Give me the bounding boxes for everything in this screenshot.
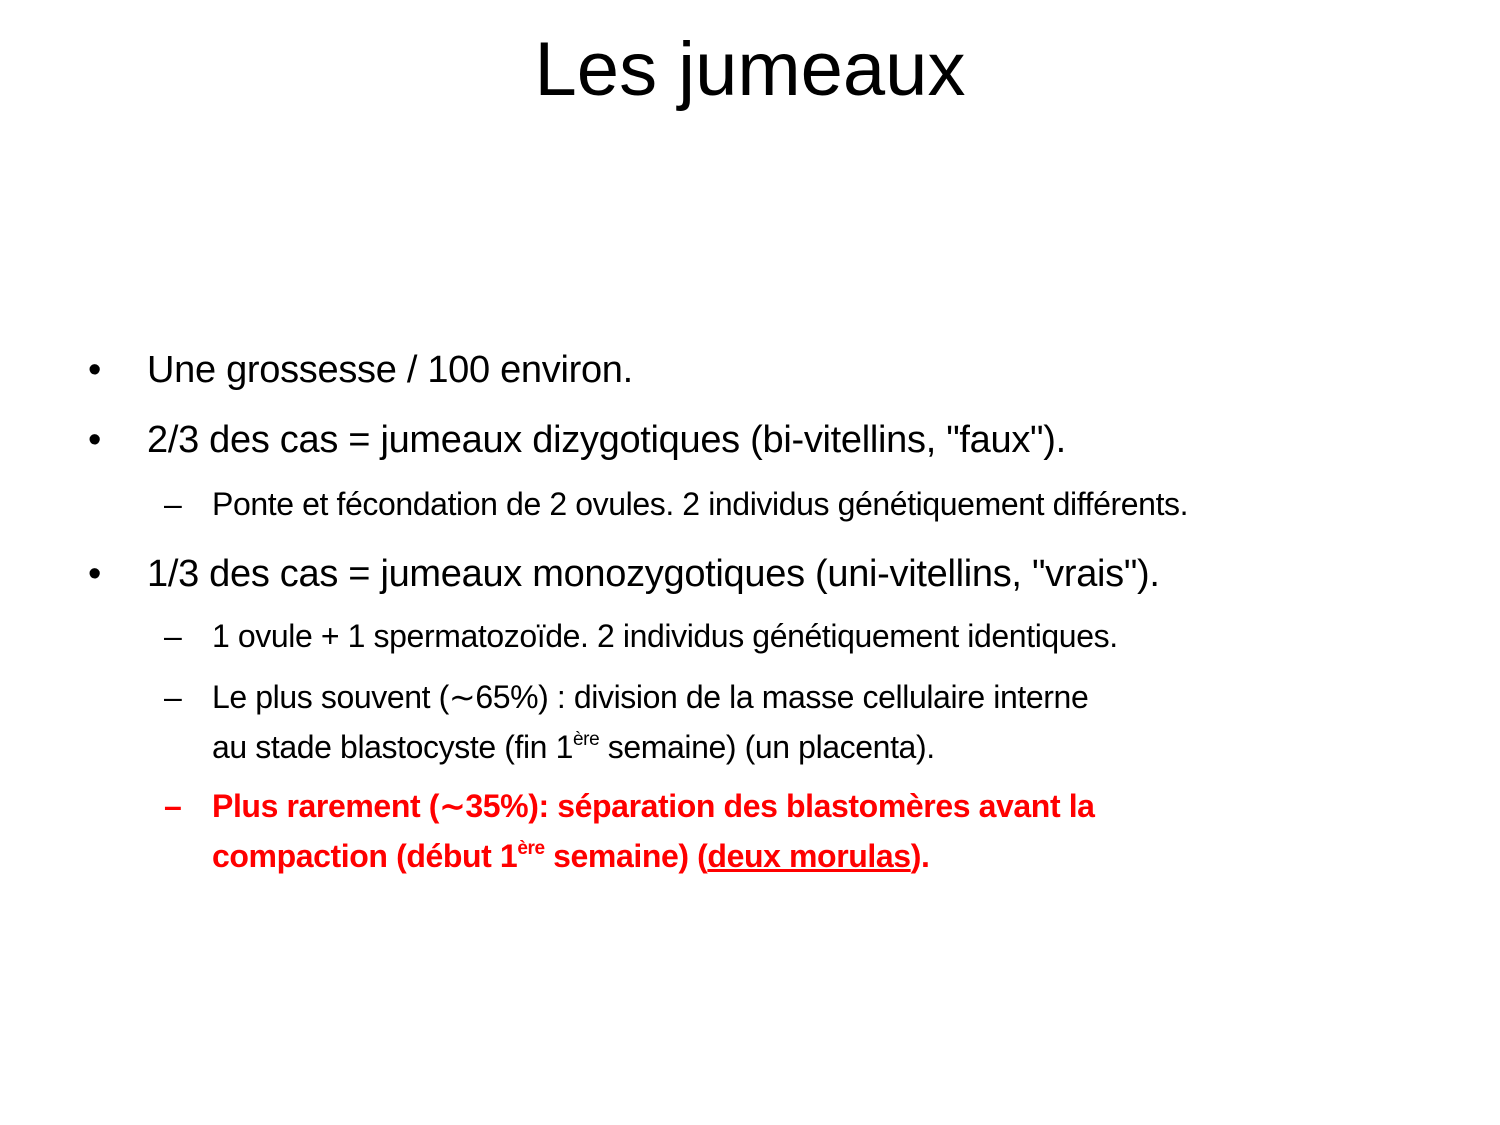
sub-text-common-case-line2: au stade blastocyste (fin 1ère semaine) (un placenta). [212,729,935,765]
sub-text-rare-case-line1: Plus rarement (∼35%): séparation des blastomères avant la [212,788,1095,824]
bullet-icon: • [88,349,102,391]
slide-title: Les jumeaux [534,27,966,112]
dash-icon: – [164,486,182,522]
underlined-term: deux morulas [707,838,911,874]
dash-icon: – [164,788,182,824]
bullet-text-monozygotic: 1/3 des cas = jumeaux monozygotiques (uni-vitellins, "vrais"). [147,553,1160,595]
sub-text-common-case-line1: Le plus souvent (∼65%) : division de la masse cellulaire interne [212,679,1089,715]
dash-icon: – [164,618,182,654]
sub-text-rare-case-line2: compaction (début 1ère semaine) (deux morulas). [212,838,930,874]
sub-text-dizygotic: Ponte et fécondation de 2 ovules. 2 individus génétiquement différents. [212,486,1189,522]
bullet-text-pregnancy-rate: Une grossesse / 100 environ. [147,349,633,391]
sub-text-identical: 1 ovule + 1 spermatozoïde. 2 individus génétiquement identiques. [212,618,1118,654]
bullet-icon: • [88,419,102,461]
dash-icon: – [164,679,182,715]
bullet-text-dizygotic: 2/3 des cas = jumeaux dizygotiques (bi-vitellins, "faux"). [147,419,1066,461]
bullet-icon: • [88,553,102,595]
